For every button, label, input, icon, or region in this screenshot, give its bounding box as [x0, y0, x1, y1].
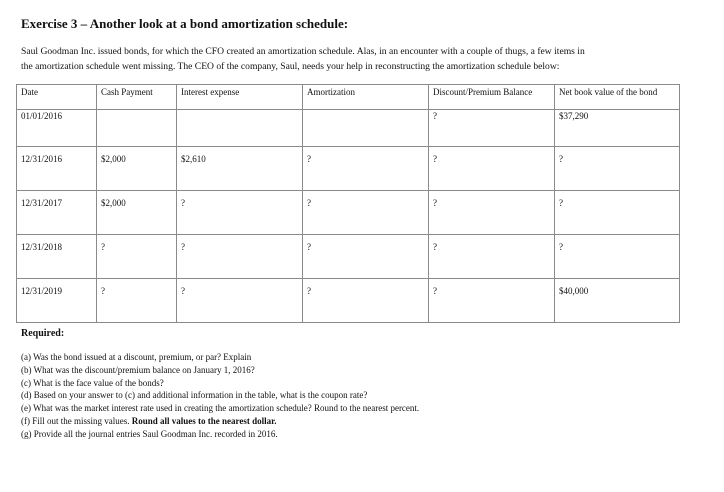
- table-cell: ?: [303, 191, 429, 235]
- table-cell: [303, 110, 429, 147]
- table-cell: $2,000: [97, 191, 177, 235]
- table-cell: ?: [177, 279, 303, 323]
- table-cell: ?: [97, 235, 177, 279]
- table-row: [17, 191, 680, 235]
- required-heading: Required:: [21, 328, 65, 339]
- table-cell: ?: [555, 191, 680, 235]
- table-cell: ?: [429, 110, 555, 147]
- header-discount-premium-balance: Discount/Premium Balance: [429, 85, 555, 110]
- header-date: Date: [17, 85, 97, 110]
- table-row: [17, 279, 680, 323]
- table-row: [17, 147, 680, 191]
- table-row: [17, 235, 680, 279]
- list-item: (f) Fill out the missing values. Round all values to the nearest dollar.: [21, 415, 277, 426]
- table-header-row: [17, 85, 680, 110]
- table-cell: $37,290: [555, 110, 680, 147]
- amortization-schedule-table: [16, 84, 680, 323]
- table-cell: 12/31/2016: [17, 147, 97, 191]
- list-item: (b) What was the discount/premium balance on January 1, 2016?: [21, 364, 255, 375]
- table-cell: ?: [303, 235, 429, 279]
- rounding-instruction: Round all values to the nearest dollar.: [131, 415, 277, 426]
- table-cell: [177, 110, 303, 147]
- header-cash-payment: Cash Payment: [97, 85, 177, 110]
- table-cell: ?: [429, 279, 555, 323]
- table-cell: 12/31/2019: [17, 279, 97, 323]
- table-cell: 12/31/2017: [17, 191, 97, 235]
- table-cell: 01/01/2016: [17, 110, 97, 147]
- list-item: (d) Based on your answer to (c) and additional information in the table, what is the coupon rate?: [21, 390, 368, 401]
- table-cell: ?: [303, 147, 429, 191]
- table-cell: [97, 110, 177, 147]
- table-cell: $40,000: [555, 279, 680, 323]
- table-cell: ?: [177, 191, 303, 235]
- requirements-list: [21, 351, 419, 441]
- header-interest-expense: Interest expense: [177, 85, 303, 110]
- list-item: (a) Was the bond issued at a discount, premium, or par? Explain: [21, 352, 252, 362]
- intro-line: Saul Goodman Inc. issued bonds, for which the CFO created an amortization schedule. Alas, in an encounter with a couple of thugs, a few items in: [21, 46, 585, 57]
- table-row: [17, 110, 680, 147]
- table-cell: ?: [429, 147, 555, 191]
- header-net-book-value: Net book value of the bond: [555, 85, 680, 110]
- table-cell: ?: [555, 235, 680, 279]
- table-cell: $2,000: [97, 147, 177, 191]
- exercise-title: Exercise 3 – Another look at a bond amortization schedule:: [21, 16, 349, 31]
- list-item: (c) What is the face value of the bonds?: [21, 377, 164, 388]
- table-cell: ?: [429, 191, 555, 235]
- table-cell: ?: [97, 279, 177, 323]
- intro-line: the amortization schedule went missing. The CEO of the company, Saul, needs your help in reconstructing the amortization schedule below:: [21, 61, 560, 72]
- header-amortization: Amortization: [303, 85, 429, 110]
- table-cell: ?: [303, 279, 429, 323]
- table-cell: ?: [429, 235, 555, 279]
- table-cell: 12/31/2018: [17, 235, 97, 279]
- list-item: (g) Provide all the journal entries Saul Goodman Inc. recorded in 2016.: [21, 428, 278, 439]
- intro-paragraph: [21, 44, 711, 74]
- table-cell: ?: [177, 235, 303, 279]
- table-cell: ?: [555, 147, 680, 191]
- list-item: (e) What was the market interest rate used in creating the amortization schedule? Round to the nearest percent.: [21, 403, 420, 414]
- table-cell: $2,610: [177, 147, 303, 191]
